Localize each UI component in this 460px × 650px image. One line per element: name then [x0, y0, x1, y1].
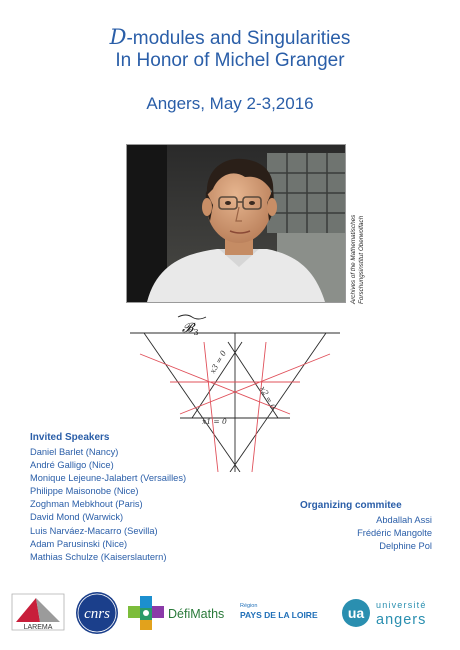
organizing-committee [300, 500, 432, 553]
cnrs-logo [74, 590, 120, 636]
photo-credit-text [350, 144, 366, 304]
defimaths-logo [124, 592, 224, 634]
b3-tilde [178, 315, 206, 319]
larema-logo-text: LAREMA [23, 624, 53, 631]
speaker-item: Mathias Schulze (Kaiserslautern) [30, 551, 167, 562]
title-block [0, 26, 460, 114]
speaker-item: Daniel Barlet (Nancy) [30, 447, 119, 457]
organizer-item: Delphine Pol [379, 541, 432, 551]
speaker-item: Zoghman Mebkhout (Paris) [30, 499, 143, 510]
puzzle-icon [128, 596, 164, 630]
event-date: Angers, May 2-3,2016 [146, 94, 314, 113]
larema-logo [10, 592, 66, 632]
organizers-heading: Organizing commitee [300, 500, 402, 511]
cnrs-logo-text: cnrs [84, 606, 110, 622]
speakers-heading: Invited Speakers [30, 432, 110, 443]
photo-credit [350, 144, 380, 304]
organizer-item: Abdallah Assi [376, 515, 432, 525]
label-x3: x3 = 0 [207, 348, 229, 375]
angers-logo-bottom: angers [376, 612, 427, 628]
portrait-photo [126, 144, 346, 303]
label-x2: x2 = 0 [258, 384, 278, 411]
portrait-illustration [127, 145, 345, 302]
angers-logo-top: université [376, 600, 427, 610]
title-line-2: In Honor of Michel Granger [115, 50, 345, 71]
title-line-1-text: -modules and Singularities [126, 28, 351, 49]
speaker-item: Adam Parusinski (Nice) [30, 538, 128, 549]
angers-logo-mark: ua [347, 605, 365, 621]
title-line-1 [0, 26, 460, 50]
label-x1: x1 = 0 [202, 417, 227, 426]
b3-text: 𝓑$_3$ [182, 321, 199, 337]
red-line-2 [180, 354, 330, 414]
speaker-item: Luis Narváez-Macarro (Sevilla) [30, 525, 158, 536]
region-logo [234, 598, 328, 628]
photo-credit-line-1: Archives of the Mathematisches [350, 214, 357, 304]
photo-credit-line-2: Forschungsinstitut Oberwolfach [358, 215, 365, 304]
speaker-item: Monique Lejeune-Jalabert (Versailles) [30, 473, 187, 484]
region-logo-small: Région [240, 603, 258, 609]
organizer-item: Frédéric Mangolte [357, 528, 432, 538]
region-logo-text: PAYS DE LA LOIRE [240, 610, 318, 620]
speaker-item: David Mond (Warwick) [30, 512, 124, 523]
b3-label [178, 315, 206, 337]
sponsor-logos [0, 588, 460, 638]
defimaths-logo-text: DéfiMaths [168, 607, 224, 621]
invited-speakers [30, 432, 290, 564]
angers-logo [340, 594, 452, 632]
speaker-item: Philippe Maisonobe (Nice) [30, 486, 139, 497]
speaker-item: André Galligo (Nice) [30, 460, 114, 471]
title-d-symbol: D [109, 25, 127, 49]
